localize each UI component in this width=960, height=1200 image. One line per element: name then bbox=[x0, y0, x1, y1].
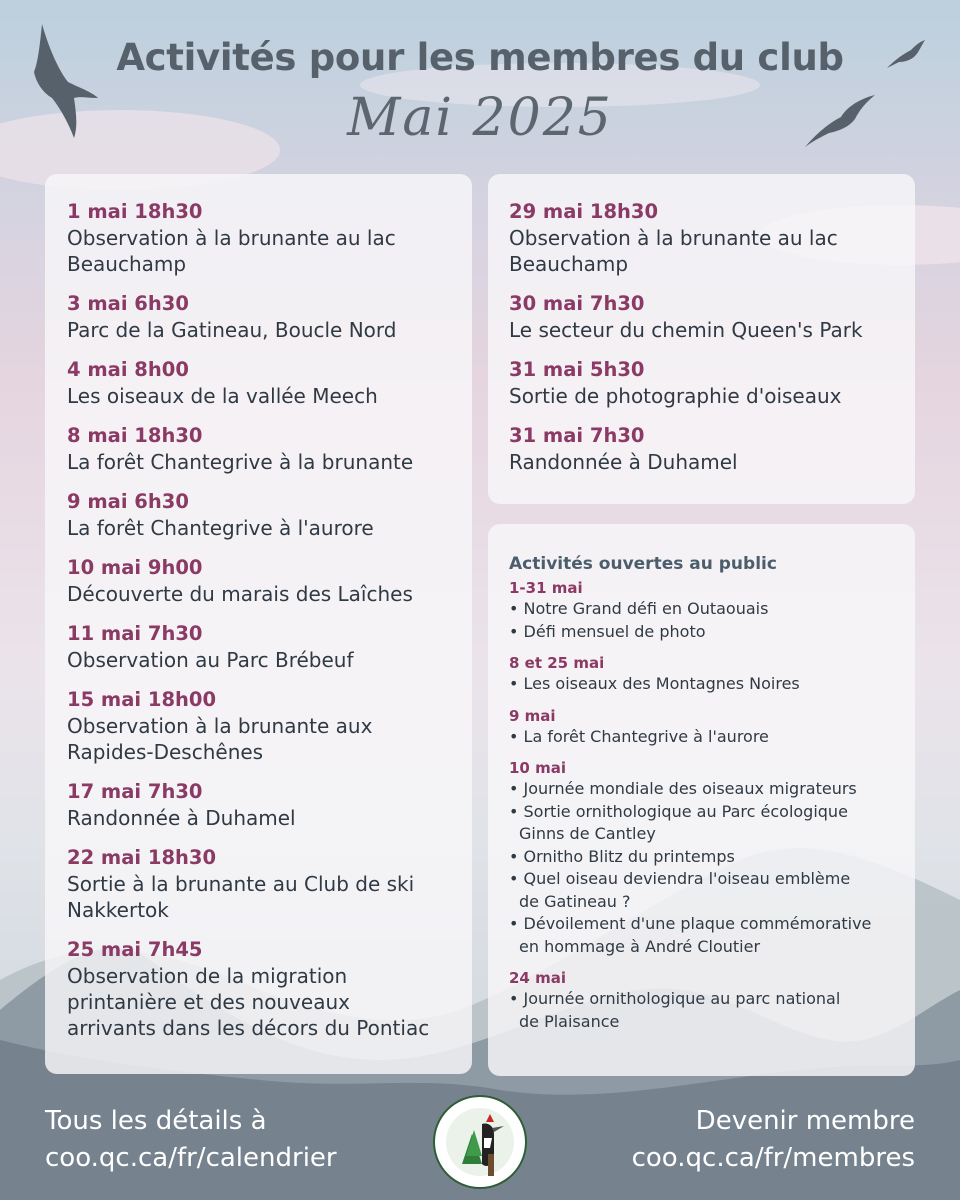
event-item bbox=[67, 357, 472, 409]
event-title: Observation à la brunante aux Rapides-Deschênes bbox=[67, 714, 373, 764]
event-date: 29 mai 18h30 bbox=[509, 200, 659, 223]
public-activity-date: 1-31 mai bbox=[509, 579, 583, 597]
event-item bbox=[67, 621, 472, 673]
event-date: 3 mai 6h30 bbox=[67, 292, 189, 315]
public-activities-heading: Activités ouvertes au public bbox=[509, 554, 777, 574]
month-subtitle: Mai 2025 bbox=[347, 88, 613, 148]
public-activity-group bbox=[509, 758, 915, 958]
event-date: 1 mai 18h30 bbox=[67, 200, 203, 223]
woodpecker-logo-icon bbox=[432, 1094, 528, 1190]
event-item bbox=[67, 845, 472, 923]
event-item bbox=[67, 779, 472, 831]
event-date: 10 mai 9h00 bbox=[67, 556, 203, 579]
event-date: 31 mai 7h30 bbox=[509, 424, 645, 447]
public-activity-date: 9 mai bbox=[509, 706, 556, 725]
event-item bbox=[67, 489, 472, 541]
footer-membership-label: Devenir membre bbox=[695, 1106, 915, 1136]
footer-membership-url[interactable]: coo.qc.ca/fr/membres bbox=[631, 1143, 915, 1173]
event-title: La forêt Chantegrive à la brunante bbox=[67, 450, 414, 474]
event-title: Observation à la brunante au lac Beauchamp bbox=[67, 226, 396, 276]
public-activity-item: • Journée mondiale des oiseaux migrateurs bbox=[509, 779, 857, 798]
event-date: 9 mai 6h30 bbox=[67, 490, 189, 513]
event-item bbox=[67, 423, 472, 475]
public-activity-item: • Journée ornithologique au parc national de Plaisance bbox=[509, 989, 841, 1031]
event-item bbox=[67, 199, 472, 277]
event-title: Randonnée à Duhamel bbox=[67, 806, 296, 830]
event-date: 17 mai 7h30 bbox=[67, 780, 203, 803]
footer-details-link[interactable] bbox=[45, 1103, 337, 1177]
event-title: Les oiseaux de la vallée Meech bbox=[67, 384, 378, 408]
event-item bbox=[67, 555, 472, 607]
public-activity-item: • Les oiseaux des Montagnes Noires bbox=[509, 674, 800, 693]
event-date: 25 mai 7h45 bbox=[67, 938, 203, 961]
event-title: Observation de la migration printanière et des nouveaux arrivants dans les décors du Pontiac bbox=[67, 964, 430, 1040]
public-activity-item: • Notre Grand défi en Outaouais bbox=[509, 599, 769, 618]
page-title: Activités pour les membres du club bbox=[116, 36, 844, 79]
footer-details-label: Tous les détails à bbox=[45, 1106, 267, 1136]
public-activity-group bbox=[509, 968, 915, 1033]
public-activity-item: • Dévoilement d'une plaque commémorative en hommage à André Cloutier bbox=[509, 914, 872, 956]
event-item bbox=[67, 937, 472, 1041]
event-title: La forêt Chantegrive à l'aurore bbox=[67, 516, 374, 540]
event-item bbox=[67, 291, 472, 343]
public-activity-group bbox=[509, 578, 915, 643]
public-activity-item: • Sortie ornithologique au Parc écologique Ginns de Cantley bbox=[509, 801, 848, 843]
public-activities-card bbox=[488, 524, 915, 1076]
public-activity-date: 10 mai bbox=[509, 759, 566, 777]
event-item bbox=[67, 687, 472, 765]
event-date: 31 mai 5h30 bbox=[509, 358, 645, 381]
event-item bbox=[509, 199, 915, 277]
event-title: Sortie de photographie d'oiseaux bbox=[509, 384, 842, 408]
event-date: 8 mai 18h30 bbox=[67, 424, 203, 447]
event-date: 11 mai 7h30 bbox=[67, 622, 203, 645]
event-item bbox=[509, 357, 915, 409]
public-activity-group bbox=[509, 653, 915, 696]
public-activity-item: • La forêt Chantegrive à l'aurore bbox=[509, 726, 769, 746]
public-activity-item: • Défi mensuel de photo bbox=[509, 621, 706, 641]
event-item bbox=[509, 291, 915, 343]
event-item bbox=[509, 423, 915, 475]
event-date: 15 mai 18h00 bbox=[67, 688, 217, 711]
public-activity-group bbox=[509, 706, 915, 749]
member-events-card-right bbox=[488, 174, 915, 504]
public-activity-item: • Ornitho Blitz du printemps bbox=[509, 846, 735, 866]
event-date: 22 mai 18h30 bbox=[67, 846, 217, 869]
event-title: Sortie à la brunante au Club de ski Nakkertok bbox=[67, 872, 415, 922]
footer-membership-link[interactable] bbox=[632, 1103, 915, 1177]
member-events-card-left bbox=[45, 174, 472, 1074]
event-title: Découverte du marais des Laîches bbox=[67, 582, 413, 606]
event-date: 4 mai 8h00 bbox=[67, 358, 189, 381]
public-activity-date: 24 mai bbox=[509, 969, 566, 987]
event-title: Le secteur du chemin Queen's Park bbox=[509, 318, 863, 342]
public-activity-item: • Quel oiseau deviendra l'oiseau emblème de Gatineau ? bbox=[509, 869, 851, 911]
event-date: 30 mai 7h30 bbox=[509, 292, 645, 315]
event-title: Randonnée à Duhamel bbox=[509, 450, 738, 474]
footer-calendar-url[interactable]: coo.qc.ca/fr/calendrier bbox=[45, 1143, 337, 1173]
public-activity-date: 8 et 25 mai bbox=[509, 654, 605, 672]
event-title: Observation au Parc Brébeuf bbox=[67, 648, 354, 672]
event-title: Parc de la Gatineau, Boucle Nord bbox=[67, 318, 397, 342]
event-title: Observation à la brunante au lac Beauchamp bbox=[509, 226, 838, 276]
